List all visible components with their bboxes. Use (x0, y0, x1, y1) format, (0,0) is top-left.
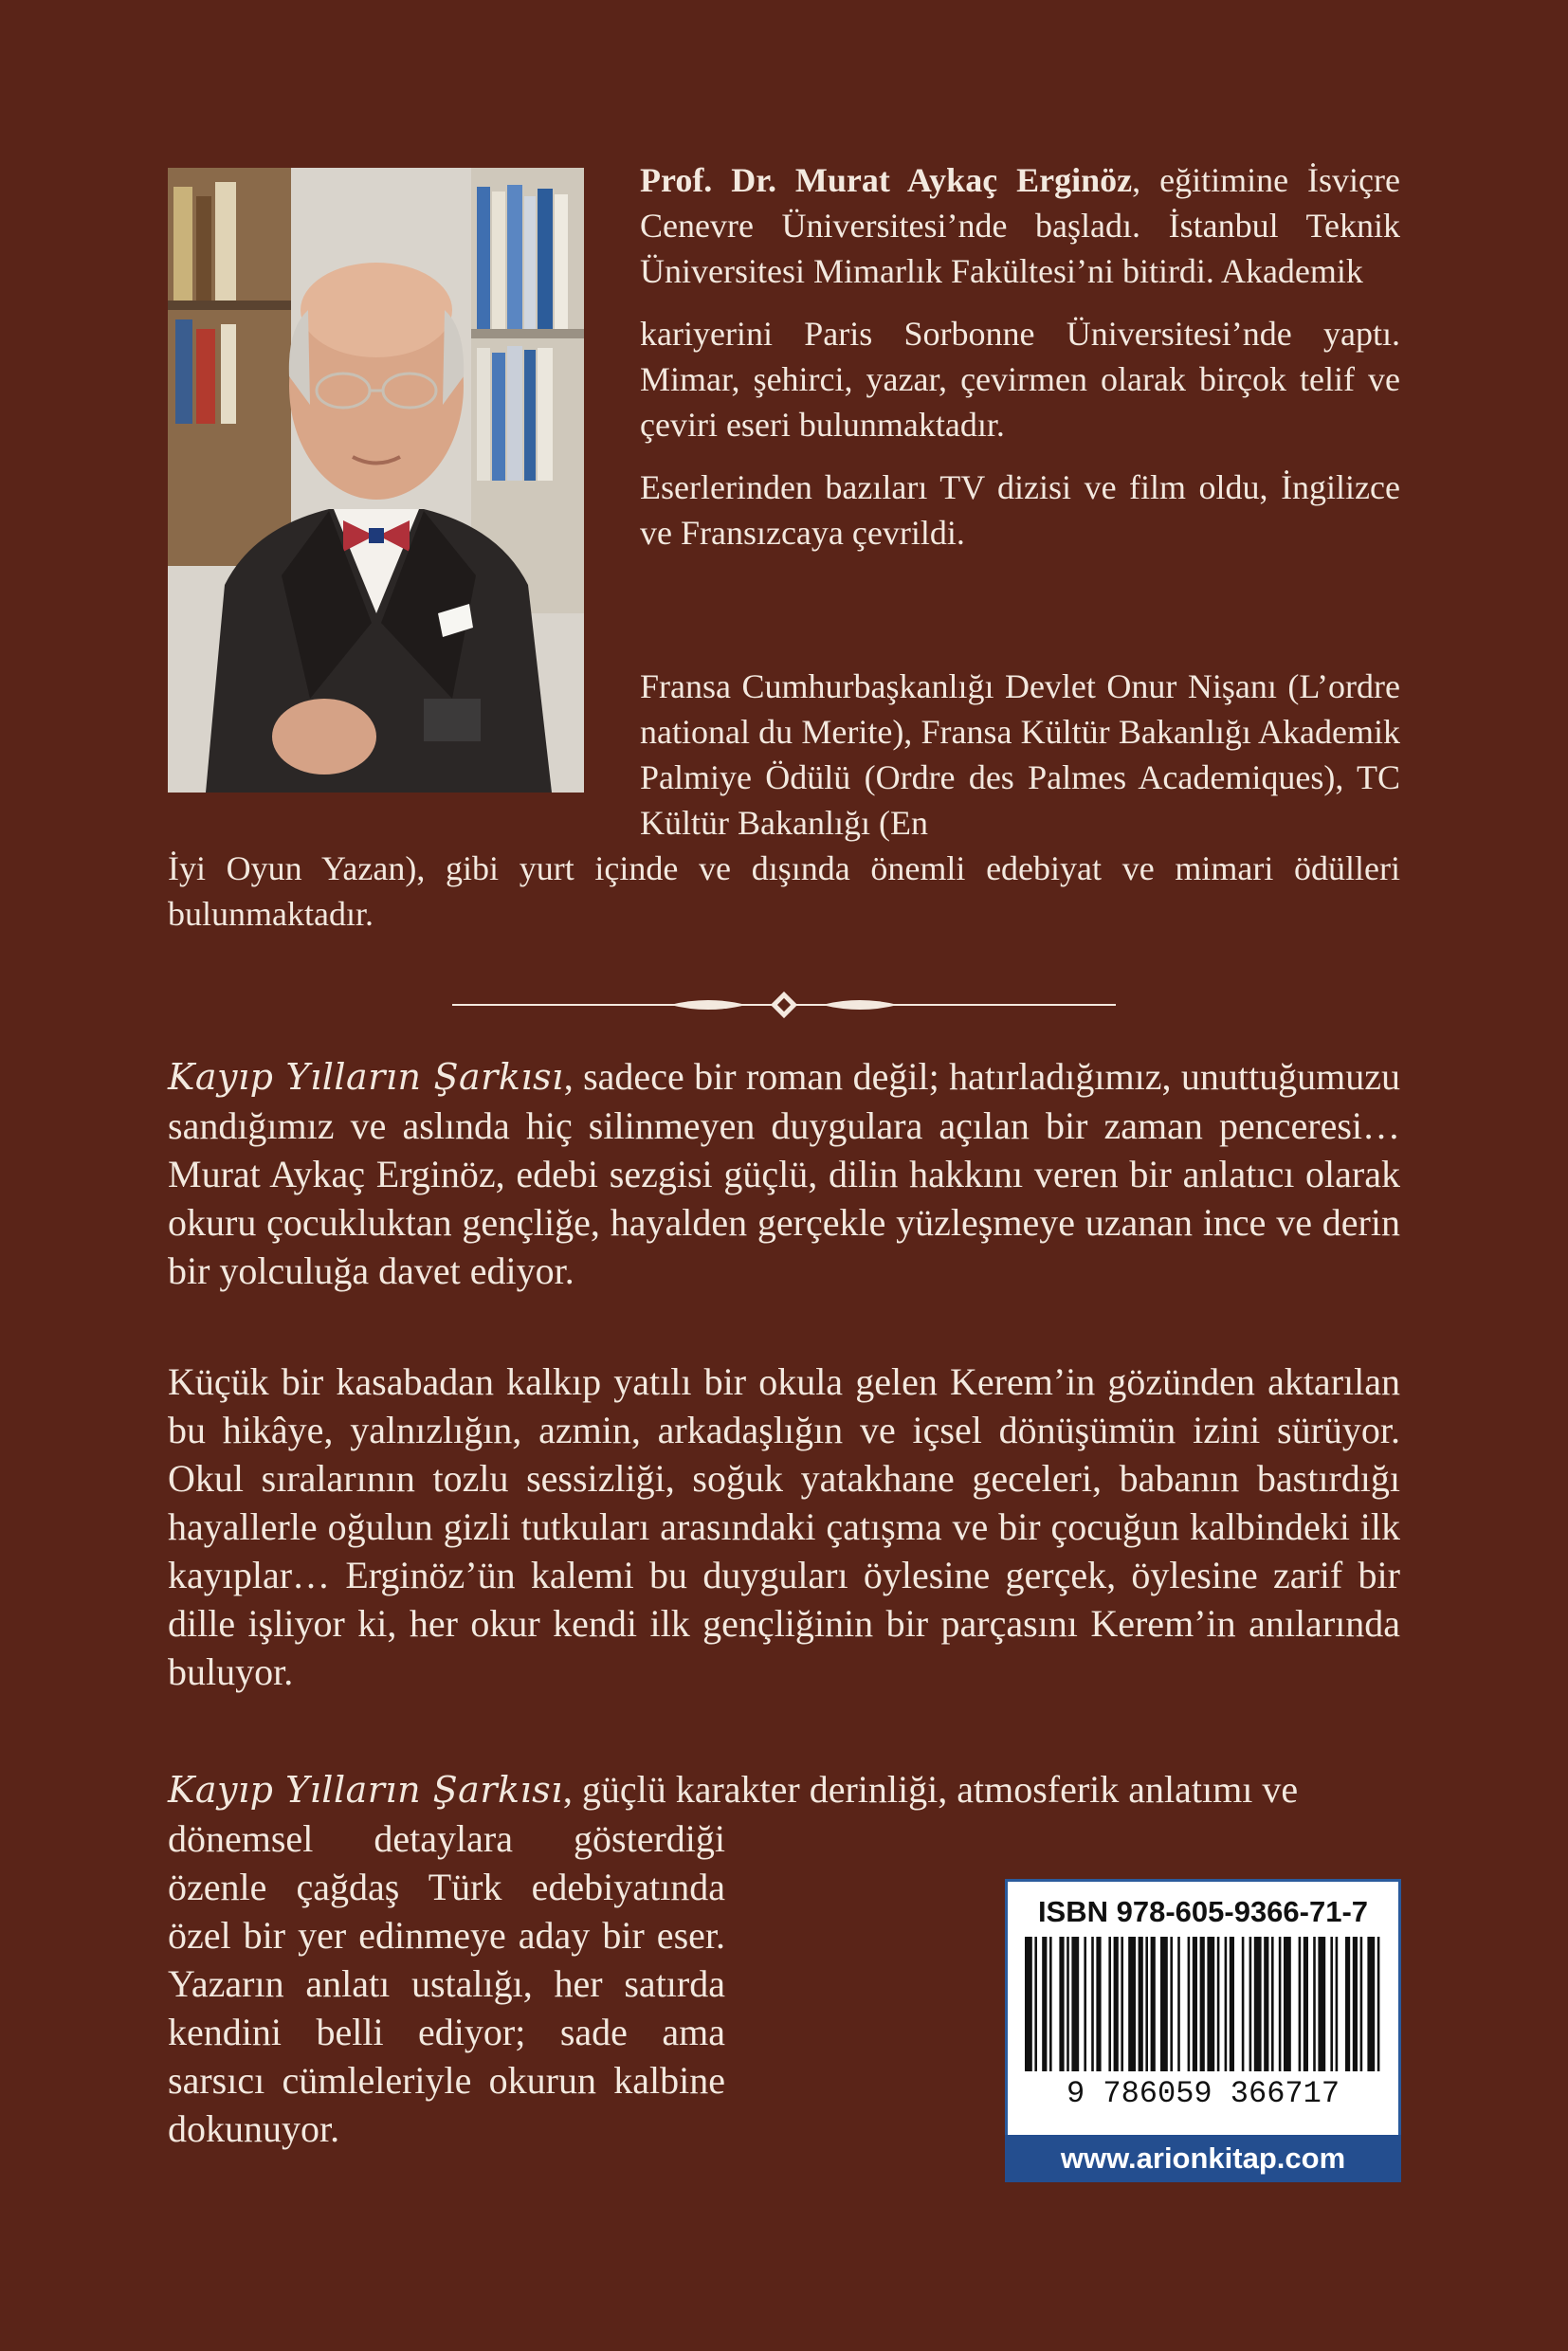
description-paragraph-1: Kayıp Yılların Şarkısı, sadece bir roman değil; hatırladığımız, unuttuğumuzu sandığımız ve aslında hiç silinmeyen duygulara açılan bir zaman penceresi… Murat Aykaç Erginöz, edebi sezgisi güçlü, dilin hakkını veren bir anlatıcı olarak okuru çocukluktan gençliğe, hayalden gerçekle yüzleşmeye uzanan ince ve derin bir yolculuğa davet ediyor. (168, 1055, 1401, 1292)
barcode-bar (1067, 1937, 1069, 2071)
isbn-label: ISBN 978-605-9366-71-7 (1037, 1895, 1369, 1928)
barcode-bar (1193, 1937, 1197, 2071)
barcode-digits: 9 786059 366717 (1066, 2076, 1340, 2107)
barcode-bar (1345, 1937, 1350, 2071)
barcode-bar (1318, 1937, 1325, 2071)
barcode-bar (1284, 1937, 1291, 2071)
barcode-bar (1313, 1937, 1316, 2071)
barcode-bar (1279, 1937, 1282, 2071)
barcode-bar (1217, 1937, 1220, 2071)
publisher-website: www.arionkitap.com (1005, 2135, 1401, 2182)
barcode-bar (1330, 1937, 1333, 2071)
barcode-bar (1360, 1937, 1363, 2071)
barcode-bar (1336, 1937, 1339, 2071)
barcode-bar (1353, 1937, 1358, 2071)
bio-paragraph-3: Eserlerinden bazıları TV dizisi ve film oldu, İngilizce ve Fransızcaya çevrildi. (640, 468, 1400, 552)
barcode-bar (1128, 1937, 1136, 2071)
barcode-bar (1160, 1937, 1168, 2071)
barcode-bar (1139, 1937, 1143, 2071)
barcode-bar (1121, 1937, 1123, 2071)
bio-awards (168, 664, 1400, 937)
barcode-bars (1021, 1937, 1385, 2107)
description-paragraph-3: Kayıp Yılların Şarkısı, güçlü karakter derinliği, atmosferik anlatımı ve dönemsel detaylara gösterdiği özenle çağdaş Türk edebiyatında özel bir yer edinmeye aday bir eser. Yazarın anlatı ustalığı, her satırda kendini belli ediyor; sade ama sarsıcı cümleleriyle okurun kalbine dokunuyor. (168, 1768, 1299, 2150)
barcode-bar (1096, 1937, 1101, 2071)
barcode-bar (1177, 1937, 1180, 2071)
book-title: Kayıp Yılların Şarkısı (168, 1056, 564, 1098)
barcode-bar (1059, 1937, 1064, 2071)
barcode-bar (1200, 1937, 1205, 2071)
barcode-bar (1225, 1937, 1228, 2071)
barcode-bar (1071, 1937, 1079, 2071)
book-title-2: Kayıp Yılların Şarkısı (168, 1769, 563, 1811)
barcode-bar (1114, 1937, 1119, 2071)
barcode-bar (1145, 1937, 1148, 2071)
barcode-bar (1188, 1937, 1191, 2071)
bio-paragraph-1: Prof. Dr. Murat Aykaç Erginöz, eğitimine İsviçre Cenevre Üniversitesi’nde başladı. İstanbul Teknik Üniversitesi Mimarlık Fakültesi’ni bitirdi. Akademik (640, 161, 1401, 290)
bio-paragraph-4-line2: İyi Oyun Yazan), gibi yurt içinde ve dışında önemli edebiyat ve mimari ödülleri bulunmaktadır. (168, 849, 1400, 933)
barcode-bar (1025, 1937, 1032, 2071)
barcode-bar (1151, 1937, 1156, 2071)
author-bio (640, 157, 1400, 573)
barcode-bar (1304, 1937, 1308, 2071)
barcode-bar (1271, 1937, 1274, 2071)
bio-paragraph-4-line1: Fransa Cumhurbaşkanlığı Devlet Onur Nişanı (L’ordre national du Merite), Fransa Kültür Bakanlığı Akademik Palmiye Ödülü (Ordre des Palmes Academiques), TC Kültür Bakanlığı (En (640, 667, 1400, 842)
description-paragraph-2: Küçük bir kasabadan kalkıp yatılı bir okula gelen Kerem’in gözünden aktarılan bu hikâye, yalnızlığın, azmin, arkadaşlığın ve içsel dönüşümün izini sürüyor. Okul sıralarının tozlu sessizliği, soğuk yatakhane geceleri, babanın bastırdığı hayallerle oğulun gizli tutkuları arasındaki çatışma ve bir çocuğun kalbindeki ilk kayıplar… Erginöz’ün kalemi bu duyguları öylesine gerçek, öylesine zarif bir dille işliyor ki, her okur kendi ilk gençliğinin bir parçasını Kerem’in anılarında buluyor. (168, 1360, 1400, 1693)
barcode-bar (1367, 1937, 1375, 2071)
author-name: Prof. Dr. Murat Aykaç Erginöz (640, 161, 1133, 199)
barcode-bar (1170, 1937, 1173, 2071)
barcode-bar (1264, 1937, 1268, 2071)
barcode-bar (1091, 1937, 1094, 2071)
barcode-bar (1034, 1937, 1037, 2071)
barcode-bar (1377, 1937, 1380, 2071)
barcode-bar (1230, 1937, 1234, 2071)
barcode-bar (1242, 1937, 1245, 2071)
barcode-bar (1254, 1937, 1262, 2071)
barcode-bar (1207, 1937, 1214, 2071)
barcode-bar (1042, 1937, 1047, 2071)
bio-paragraph-2: kariyerini Paris Sorbonne Üniversitesi’nde yaptı. Mimar, şehirci, yazar, çevirmen olarak birçok telif ve çeviri eseri bulunmaktadır. (640, 315, 1400, 444)
barcode-bar (1299, 1937, 1302, 2071)
ornament-divider (452, 976, 1116, 1033)
barcode-bar (1049, 1937, 1052, 2071)
barcode-bar (1108, 1937, 1111, 2071)
barcode-bar (1084, 1937, 1086, 2071)
barcode-bar (1249, 1937, 1252, 2071)
